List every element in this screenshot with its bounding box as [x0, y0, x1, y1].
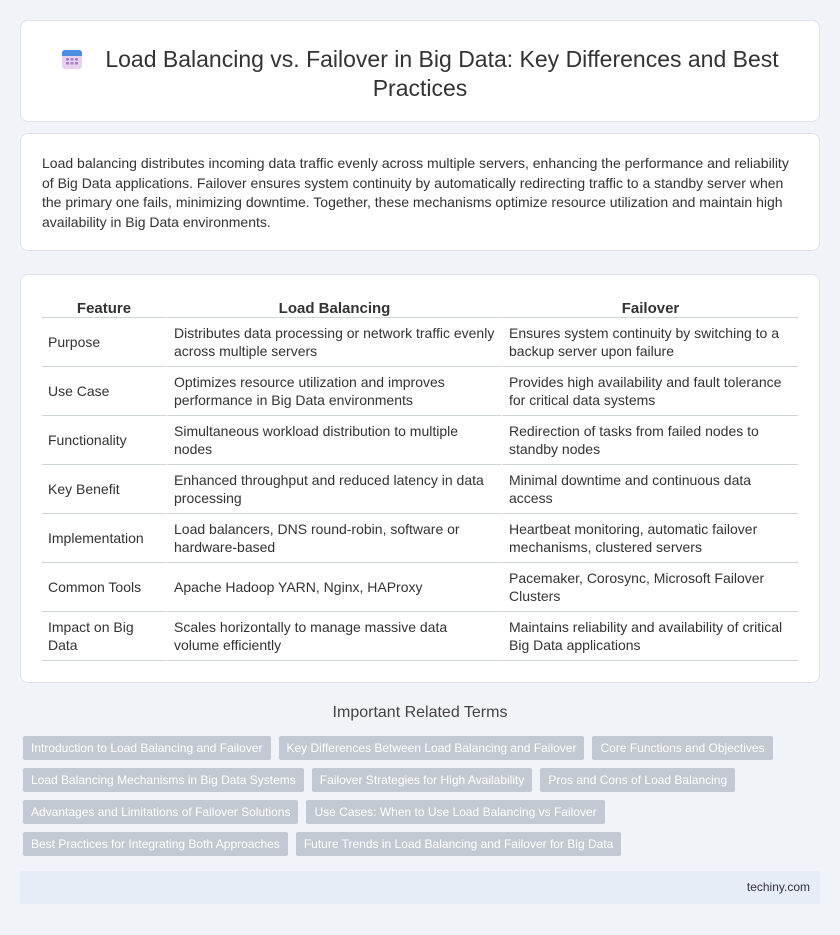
feature-cell: Implementation [42, 514, 166, 563]
page-title-wrap [21, 45, 819, 103]
page-title: Load Balancing vs. Failover in Big Data: Key Differences and Best Practices [105, 46, 779, 101]
comparison-table [42, 296, 798, 661]
related-terms-title: Important Related Terms [332, 704, 508, 721]
footer-bar [20, 871, 820, 904]
header-load-balancing: Load Balancing [166, 296, 501, 318]
related-term-tag[interactable]: Key Differences Between Load Balancing and Failover [279, 736, 585, 760]
related-term-tag[interactable]: Future Trends in Load Balancing and Failover for Big Data [296, 832, 622, 856]
header-feature: Feature [42, 296, 166, 318]
failover-cell: Maintains reliability and availability of critical Big Data applications [501, 612, 798, 661]
comparison-card [20, 274, 820, 683]
related-term-tag[interactable]: Pros and Cons of Load Balancing [540, 768, 735, 792]
related-term-tag[interactable]: Advantages and Limitations of Failover Solutions [23, 800, 298, 824]
table-row [42, 612, 798, 661]
load-balancing-cell: Enhanced throughput and reduced latency in data processing [166, 465, 501, 514]
table-row [42, 416, 798, 465]
related-term-tag[interactable]: Use Cases: When to Use Load Balancing vs Failover [306, 800, 604, 824]
intro-card [20, 133, 820, 251]
feature-cell: Key Benefit [42, 465, 166, 514]
load-balancing-cell: Optimizes resource utilization and improves performance in Big Data environments [166, 367, 501, 416]
failover-cell: Ensures system continuity by switching to a backup server upon failure [501, 318, 798, 367]
load-balancing-cell: Apache Hadoop YARN, Nginx, HAProxy [166, 563, 501, 612]
feature-cell: Purpose [42, 318, 166, 367]
feature-cell: Functionality [42, 416, 166, 465]
failover-cell: Minimal downtime and continuous data access [501, 465, 798, 514]
related-term-tag[interactable]: Load Balancing Mechanisms in Big Data Systems [23, 768, 304, 792]
calendar-icon [61, 48, 83, 70]
intro-paragraph: Load balancing distributes incoming data traffic evenly across multiple servers, enhancing the performance and reliability of Big Data applications. Failover ensures system continuity by automatically redirecting traffic to a standby server when the primary one fails, minimizing downtime. Together, these mechanisms optimize resource utilization and maintain high availability in Big Data environments. [42, 155, 789, 230]
table-row [42, 367, 798, 416]
title-card [20, 20, 820, 122]
load-balancing-cell: Scales horizontally to manage massive data volume efficiently [166, 612, 501, 661]
failover-cell: Pacemaker, Corosync, Microsoft Failover Clusters [501, 563, 798, 612]
feature-cell: Common Tools [42, 563, 166, 612]
feature-cell: Impact on Big Data [42, 612, 166, 661]
related-term-tag[interactable]: Core Functions and Objectives [592, 736, 772, 760]
table-row [42, 465, 798, 514]
failover-cell: Redirection of tasks from failed nodes to standby nodes [501, 416, 798, 465]
related-terms-list [23, 736, 803, 856]
load-balancing-cell: Distributes data processing or network traffic evenly across multiple servers [166, 318, 501, 367]
related-term-tag[interactable]: Best Practices for Integrating Both Approaches [23, 832, 288, 856]
header-failover: Failover [501, 296, 798, 318]
table-row [42, 318, 798, 367]
table-row [42, 563, 798, 612]
table-row [42, 514, 798, 563]
related-term-tag[interactable]: Introduction to Load Balancing and Failover [23, 736, 271, 760]
footer-site-link[interactable]: techiny.com [746, 880, 810, 894]
failover-cell: Heartbeat monitoring, automatic failover mechanisms, clustered servers [501, 514, 798, 563]
table-header-row [42, 296, 798, 318]
failover-cell: Provides high availability and fault tolerance for critical data systems [501, 367, 798, 416]
feature-cell: Use Case [42, 367, 166, 416]
load-balancing-cell: Simultaneous workload distribution to multiple nodes [166, 416, 501, 465]
load-balancing-cell: Load balancers, DNS round-robin, software or hardware-based [166, 514, 501, 563]
related-term-tag[interactable]: Failover Strategies for High Availability [312, 768, 533, 792]
